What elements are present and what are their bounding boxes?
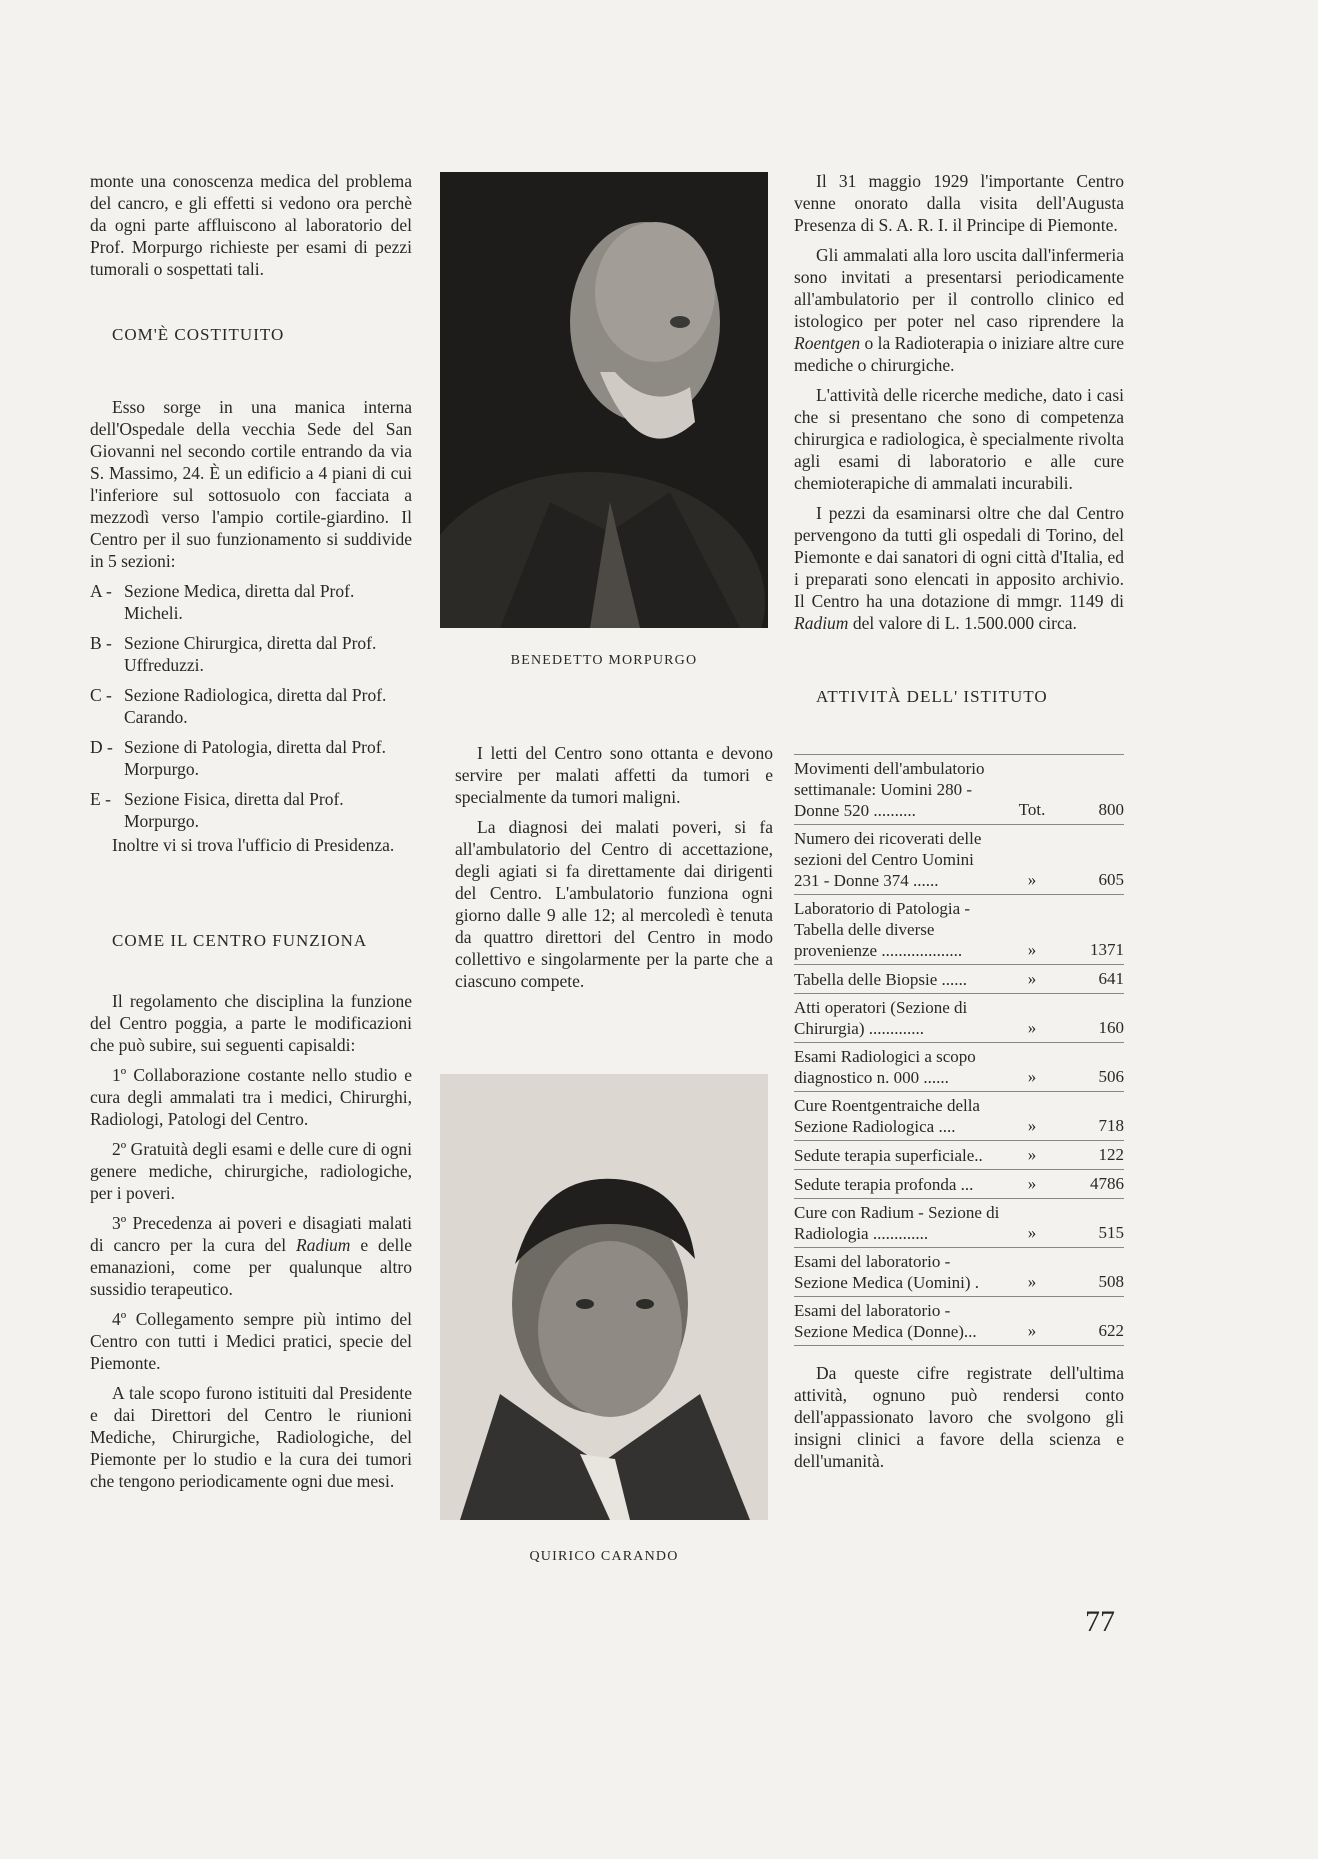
stats-table: [794, 754, 1124, 1346]
stats-mark: »: [1027, 940, 1037, 959]
stats-label: Atti operatori (Sezione di Chirurgia) .............: [794, 998, 968, 1038]
stats-mark: »: [1027, 870, 1037, 889]
page-number: 77: [1085, 1605, 1115, 1638]
stats-mark: »: [1027, 1067, 1037, 1086]
pezzi-text-end: del valore di L. 1.500.000 circa.: [848, 613, 1077, 633]
stats-label: Sedute terapia profonda ...: [794, 1175, 974, 1194]
stats-row: [794, 965, 1124, 994]
stats-label: Esami del laboratorio - Sezione Medica (Uomini) .: [794, 1252, 980, 1292]
section-item: [90, 684, 412, 728]
point-1: 1º Collaborazione costante nello studio e cura degli ammalati tra i medici, Chirurghi, Radiologi, Patologi del Centro.: [90, 1065, 412, 1129]
ammalati-text: Gli ammalati alla loro uscita dall'infermeria sono invitati a presentarsi periodicamente all'ambulatorio per il controllo clinico ed istologico per poter nel caso riprendere la: [794, 245, 1124, 331]
point-2: 2º Gratuità degli esami e delle cure di ogni genere mediche, chirurgiche, radiologiche, per i poveri.: [90, 1139, 412, 1203]
stats-row: [794, 895, 1124, 965]
stats-row: [794, 754, 1124, 825]
stats-mark: »: [1027, 1223, 1037, 1242]
section-text: Sezione Radiologica, diretta dal Prof. Carando.: [124, 685, 387, 727]
section-letter: A -: [90, 581, 112, 601]
section-text: Sezione di Patologia, diretta dal Prof. Morpurgo.: [124, 737, 386, 779]
ammalati-text-end: o la Radioterapia o iniziare altre cure mediche o chirurgiche.: [794, 333, 1124, 375]
stats-row: [794, 1248, 1124, 1297]
stats-mark: »: [1027, 1272, 1037, 1291]
portrait-carando-image: [440, 1074, 768, 1520]
funziona-intro: Il regolamento che disciplina la funzione del Centro poggia, a parte le modificazioni che può subire, sui seguenti capisaldi:: [90, 991, 412, 1055]
stats-label: Esami del laboratorio - Sezione Medica (Donne)...: [794, 1301, 977, 1341]
point-4: 4º Collegamento sempre più intimo del Centro con tutti i Medici pratici, specie del Piemonte.: [90, 1309, 412, 1373]
stats-row: [794, 994, 1124, 1043]
stats-value: 122: [1098, 1145, 1124, 1164]
stats-value: 160: [1098, 1018, 1124, 1037]
letti-paragraph: I letti del Centro sono ottanta e devono servire per malati affetti da tumori e specialmente da tumori maligni.: [455, 743, 773, 807]
section-text: Sezione Fisica, diretta dal Prof. Morpurgo.: [124, 789, 344, 831]
stats-mark: »: [1027, 1145, 1037, 1164]
stats-row: [794, 825, 1124, 895]
stats-mark: »: [1027, 1174, 1037, 1193]
section-letter: D -: [90, 737, 113, 757]
stats-value: 515: [1098, 1223, 1124, 1242]
stats-row: [794, 1297, 1124, 1346]
sections-list: [90, 580, 412, 832]
stats-value: 1371: [1090, 940, 1124, 959]
stats-mark: Tot.: [1018, 800, 1046, 819]
section-item: [90, 632, 412, 676]
stats-label: Laboratorio di Patologia - Tabella delle diverse provenienze ...................: [794, 899, 971, 960]
closing-paragraph: A tale scopo furono istituiti dal Presidente e dai Direttori del Centro le riunioni Mediche, Chirurgiche, Radiologiche, del Piemonte per lo studio e la cura dei tumori che tengono periodicamente ogni due mesi.: [90, 1383, 412, 1491]
heading-funziona: COME IL CENTRO FUNZIONA: [112, 931, 368, 950]
section-text: Sezione Medica, diretta dal Prof. Micheli.: [124, 581, 355, 623]
heading-costituito: COM'È COSTITUITO: [112, 325, 285, 344]
pezzi-paragraph: [794, 502, 1124, 634]
stats-value: 641: [1098, 969, 1124, 988]
roentgen-emphasis: Roentgen: [794, 333, 861, 353]
stats-label: Sedute terapia superficiale..: [794, 1146, 983, 1165]
stats-value: 622: [1098, 1321, 1124, 1340]
stats-label: Esami Radiologici a scopo diagnostico n. 000 ......: [794, 1047, 976, 1087]
portrait-morpurgo-image: [440, 172, 768, 628]
stats-mark: »: [1027, 969, 1037, 988]
portrait-photo-carando: [440, 1074, 768, 1520]
stats-mark: »: [1027, 1018, 1037, 1037]
middle-column-text: [455, 742, 773, 1000]
radium-emphasis: Radium: [296, 1235, 351, 1255]
section-letter: C -: [90, 685, 112, 705]
stats-row: [794, 1092, 1124, 1141]
point-3: [90, 1212, 412, 1300]
caption-morpurgo: BENEDETTO MORPURGO: [510, 653, 698, 668]
stats-value: 506: [1098, 1067, 1124, 1086]
right-column: [794, 170, 1124, 1480]
pezzi-text: I pezzi da esaminarsi oltre che dal Centro pervengono da tutti gli ospedali di Torino, del Piemonte e dai sanatori di ogni città d'Italia, ed i preparati sono elencati in apposito archivio. Il Centro ha una dotazione di mmgr. 1149 di: [794, 503, 1124, 611]
stats-label: Movimenti dell'ambulatorio settimanale: Uomini 280 - Donne 520 ..........: [794, 759, 985, 820]
stats-label: Cure con Radium - Sezione di Radiologia .............: [794, 1203, 1000, 1243]
section-item: [90, 788, 412, 832]
intro-paragraph: monte una conoscenza medica del problema del cancro, e gli effetti si vedono ora perchè da ogni parte affluiscono al laboratorio del Prof. Morpurgo richieste per esami di pezzi tumorali o sospettati tali.: [90, 171, 412, 279]
stats-label: Cure Roentgentraiche della Sezione Radiologica ....: [794, 1096, 980, 1136]
costituito-paragraph: Esso sorge in una manica interna dell'Ospedale della vecchia Sede del San Giovanni nel secondo cortile entrando da via S. Massimo, 24. È un edificio a 4 piani di cui l'inferiore sul sottosuolo con facciata a mezzodì verso l'ampio cortile-giardino. Il Centro per il suo funzionamento si suddivide in 5 sezioni:: [90, 397, 412, 571]
stats-label: Numero dei ricoverati delle sezioni del Centro Uomini 231 - Donne 374 ......: [794, 829, 982, 890]
visita-paragraph: Il 31 maggio 1929 l'importante Centro venne onorato dalla visita dell'Augusta Presenza di S. A. R. I. il Principe di Piemonte.: [794, 171, 1124, 235]
heading-attivita: ATTIVITÀ DELL' ISTITUTO: [816, 687, 1048, 706]
stats-value: 508: [1098, 1272, 1124, 1291]
stats-row: [794, 1141, 1124, 1170]
stats-value: 800: [1098, 800, 1124, 819]
presidenza-paragraph: Inoltre vi si trova l'ufficio di Presidenza.: [112, 835, 395, 855]
attivita-paragraph: L'attività delle ricerche mediche, dato i casi che si presentano che sono di competenza chirurgica e radiologica, è specialmente rivolta agli esami di laboratorio e alle cure chemioterapiche di ammalati incurabili.: [794, 385, 1124, 493]
stats-row: [794, 1199, 1124, 1248]
stats-label: Tabella delle Biopsie ......: [794, 970, 968, 989]
conclusion-paragraph: Da queste cifre registrate dell'ultima attività, ognuno può rendersi conto dell'appassionato lavoro che svolgono gli insigni clinici a favore della scienza e dell'umanità.: [794, 1363, 1124, 1471]
stats-mark: »: [1027, 1321, 1037, 1340]
section-item: [90, 580, 412, 624]
stats-row: [794, 1043, 1124, 1092]
stats-value: 4786: [1090, 1174, 1124, 1193]
stats-row: [794, 1170, 1124, 1199]
section-letter: B -: [90, 633, 112, 653]
portrait-photo-morpurgo: [440, 172, 768, 628]
section-item: [90, 736, 412, 780]
stats-value: 718: [1098, 1116, 1124, 1135]
section-letter: E -: [90, 789, 111, 809]
point-3-text-end: e delle emanazioni, come per qualunque altro sussidio terapeutico.: [90, 1235, 412, 1299]
stats-value: 605: [1098, 870, 1124, 889]
ammalati-paragraph: [794, 244, 1124, 376]
left-column: [90, 170, 412, 1500]
caption-carando: QUIRICO CARANDO: [529, 1549, 679, 1564]
point-3-text: 3º Precedenza ai poveri e disagiati malati di cancro per la cura del: [90, 1213, 412, 1255]
radium-emphasis: Radium: [794, 613, 849, 633]
stats-mark: »: [1027, 1116, 1037, 1135]
section-text: Sezione Chirurgica, diretta dal Prof. Uffreduzzi.: [124, 633, 377, 675]
diagnosi-paragraph: La diagnosi dei malati poveri, si fa all'ambulatorio del Centro di accettazione, degli agiati si fa direttamente dai dirigenti del Centro. L'ambulatorio funziona ogni giorno dalle 9 alle 12; al mercoledì è tenuta da quattro direttori del Centro in modo collettivo e singolarmente per la parte che a ciascuno compete.: [455, 817, 773, 991]
